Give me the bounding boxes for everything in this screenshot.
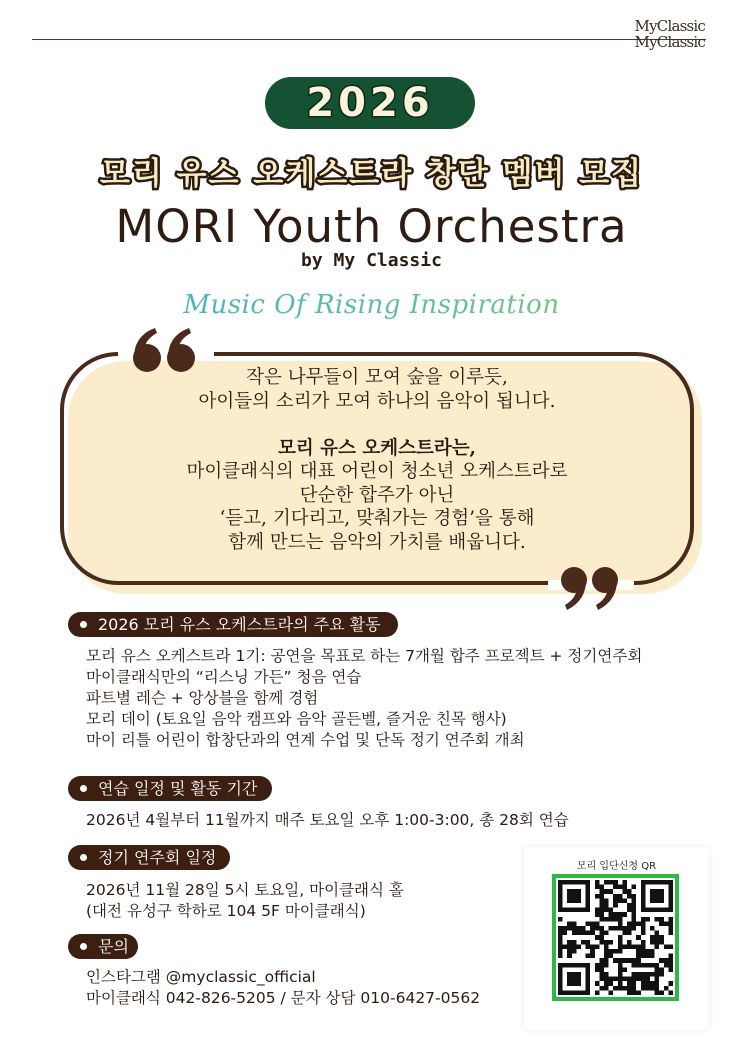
list-item: 파트별 레슨 + 앙상블을 함께 경험 [86, 689, 319, 707]
contact-heading [68, 934, 138, 959]
quote-line-3: 모리 유스 오케스트라는, [277, 437, 477, 459]
bullet-dot [80, 621, 87, 628]
bullet-dot [80, 785, 87, 792]
contact-details [86, 967, 480, 1009]
concert-heading-label: 정기 연주회 일정 [98, 848, 217, 867]
english-title: MORI Youth Orchestra [115, 200, 628, 253]
close-quote-icon [555, 562, 625, 617]
concert-heading [68, 845, 230, 870]
quote-line-2: 아이들의 소리가 모여 하나의 음악이 됩니다. [198, 390, 556, 412]
schedule-heading [68, 776, 272, 801]
activities-heading [68, 612, 398, 637]
bullet-dot [80, 943, 87, 950]
list-item: 모리 유스 오케스트라 1기: 공연을 목표로 하는 7개월 합주 프로젝트 + 정기연주회 [86, 647, 643, 665]
list-item: 마이클래식만의 “리스닝 가든” 청음 연습 [86, 668, 362, 686]
list-item: 모리 데이 (토요일 음악 캠프와 음악 골든벨, 즐거운 친목 행사) [86, 710, 507, 728]
bullet-dot [80, 854, 87, 861]
top-divider [32, 39, 706, 40]
quote-spacer [60, 413, 694, 437]
contact-phone: 마이클래식 042-826-5205 / 문자 상담 010-6427-0562 [86, 989, 481, 1007]
byline: by My Classic [301, 250, 442, 271]
logo-line-1: MyClassic [634, 17, 705, 35]
myclassic-logo [615, 18, 705, 50]
quote-line-4: 마이클래식의 대표 어린이 청소년 오케스트라로 [186, 461, 568, 482]
quote-line-7: 함께 만드는 음악의 가치를 배웁니다. [228, 531, 526, 553]
concert-line-1: 2026년 11월 28일 5시 토요일, 마이클래식 홀 [86, 881, 404, 899]
qr-code[interactable] [558, 880, 673, 995]
year-label: 2026 [306, 80, 434, 126]
schedule-heading-label: 연습 일정 및 활동 기간 [98, 779, 258, 798]
tagline: Music Of Rising Inspiration [0, 290, 743, 320]
activities-heading-label: 2026 모리 유스 오케스트라의 주요 활동 [98, 615, 381, 634]
korean-title: 모리 유스 오케스트라 창단 멤버 모집 [99, 156, 644, 192]
concert-details [86, 880, 404, 922]
concert-line-2: (대전 유성구 학하로 104 5F 마이클래식) [86, 902, 366, 920]
quote-line-6: ‘듣고, 기다리고, 맞춰가는 경험’을 통해 [219, 508, 535, 529]
activities-list [86, 646, 642, 751]
contact-instagram: 인스타그램 @myclassic_official [86, 968, 316, 986]
schedule-text: 2026년 4월부터 11월까지 매주 토요일 오후 1:00-3:00, 총 28회 연습 [86, 811, 569, 829]
list-item: 마이 리틀 어린이 합창단과의 연계 수업 및 단독 정기 연주회 개최 [86, 731, 525, 749]
quote-line-5: 단순한 합주가 아닌 [299, 484, 455, 506]
quote-line-1: 작은 나무들이 모여 숲을 이루듯, [246, 367, 508, 388]
qr-caption: 모리 입단신청 QR [576, 861, 657, 872]
contact-heading-label: 문의 [98, 937, 129, 956]
logo-line-2: MyClassic [634, 33, 705, 51]
quote-text [60, 366, 694, 554]
